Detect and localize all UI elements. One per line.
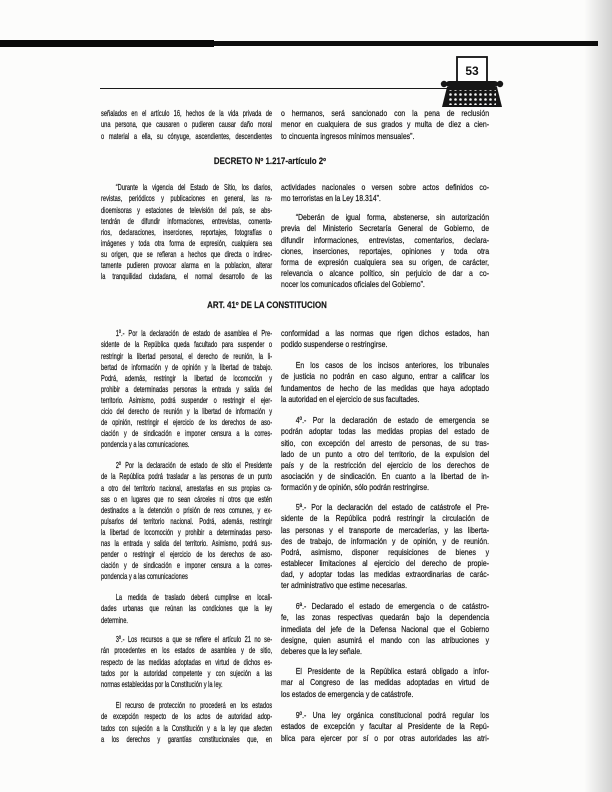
text-line: 2º Por la declaración de estado de sitio el Presidente — [115, 460, 273, 471]
text-line: “Durante la vigencia del Estado de Sitio, los diarios, — [115, 182, 273, 193]
text-line: fe, las zonas respectivas quedarán bajo la dependencia — [281, 612, 490, 623]
text-line: formación y de opinión, sólo podrán restringirse. — [281, 481, 430, 492]
text-line: rán procedentes en los estados de asamblea y de sitio, — [101, 645, 273, 656]
text-line: actividades nacionales o versen sobre actos definidos co- — [281, 182, 490, 193]
text-line: nas la entrada y salida del territorio. Asimismo, podrá sus- — [101, 538, 273, 549]
text-line: tendrán de difundir informaciones, entrevistas, comenta- — [101, 215, 273, 226]
text-line: podrán adoptar todas las medidas propias del estado de — [281, 426, 490, 437]
paragraph-decreto-left — [101, 182, 272, 282]
text-line: 5ª.- Por la declaración del estado de catástrofe el Pre- — [295, 502, 490, 513]
paragraph-art-4 — [281, 415, 489, 493]
text-line: podido suspenderse o restringirse. — [281, 339, 388, 350]
text-line: tados con sujeción a la Constitución y a la ley que afecten — [101, 722, 273, 733]
text-line: dad, y adoptar todas las medidas extraordinarias de carác- — [281, 568, 490, 579]
text-line: imágenes y toda otra forma de expresión, cualquiera sea — [101, 237, 273, 248]
text-line: pender o restringir el ejercicio de los derechos de aso- — [101, 549, 273, 560]
text-line: Podrá, además, restringir la libertad de locomoción y — [101, 372, 273, 383]
paragraph-decreto-right-1 — [281, 182, 489, 204]
text-line: prohibir a determinadas personas la entrada y salida del — [101, 383, 273, 394]
text-line: de justicia no podrán en caso alguno, entrar a calificar los — [281, 371, 490, 382]
text-line: cicio del derecho de reunión y la libertad de información y — [101, 406, 273, 417]
text-line: blica para ejercer por sí o por otras autoridades las atri- — [281, 732, 490, 743]
text-line: conformidad a las normas que rigen dichos estados, han — [281, 328, 490, 339]
paragraph-art-9 — [281, 710, 489, 743]
text-line: designe, quien asumirá el mando con las atribuciones y — [281, 634, 490, 645]
text-line: dioemisoras y estaciones de televisión del país, se abs- — [101, 204, 273, 215]
paragraph-art-presidente — [281, 666, 489, 699]
text-line: estados de excepción y facultar al Presidente de la Repú- — [281, 721, 490, 732]
text-line: destinados a la detención o prisión de reos comunes, y ex- — [101, 504, 273, 515]
text-line: 6ª.- Declarado el estado de emergencia o de catástro- — [295, 601, 490, 612]
text-line: 4º.- Por la declaración de estado de emergencia se — [295, 415, 490, 426]
text-line: En los casos de los incisos anteriores, los tribunales — [295, 360, 490, 371]
text-line: establecer limitaciones al ejercicio del derecho de propie- — [281, 557, 490, 568]
text-line: sidente de la República queda facultado para suspender o — [101, 339, 273, 350]
text-line: relevancia o alcance político, sin perjuicio de dar a co- — [281, 267, 490, 278]
text-line: determine. — [101, 614, 128, 625]
roller-knob-right — [497, 81, 503, 87]
text-line: normas establecidas por la Constitución y la ley. — [101, 678, 223, 689]
text-line: o material a ella, su cónyuge, ascendientes, descendientes — [101, 130, 273, 141]
text-line: lado de un punto a otro del territorio, de la expulsion del — [281, 448, 490, 459]
text-line: El Presidente de la República estará obligado a infor- — [295, 666, 490, 677]
text-line: menor en cualquiera de sus grados y multa de diez a cien- — [281, 119, 490, 130]
typewriter-icon — [438, 52, 506, 110]
text-line: previa del Ministerio Secretaría General de Gobierno, de — [281, 223, 490, 234]
text-line: difundir informaciones, entrevistas, comentarios, declara- — [281, 234, 490, 245]
paragraph-art-5 — [281, 502, 489, 591]
text-line: 9º.- Una ley orgánica constitucional podrá regular los — [295, 710, 490, 721]
text-line: mo terroristas en la Ley 18.314”. — [281, 193, 381, 204]
roller-knob-left — [441, 81, 447, 87]
paragraph-art-conformidad — [281, 328, 489, 350]
text-line: de excepción respecto de los actos de autoridad adop- — [101, 711, 273, 722]
paragraph-decreto-right-2 — [281, 212, 489, 290]
scan-top-edge-dark — [0, 40, 214, 47]
text-line: inmediata del jefe de la Defensa Nacional que el Gobierno — [281, 623, 490, 634]
text-line: Podrá, asimismo, disponer requisiciones de bienes y — [281, 546, 490, 557]
text-line: revistas, periódicos y publicaciones en general, las ra- — [101, 193, 273, 204]
text-line: 1º.- Por la declaración de estado de asamblea el Pre- — [115, 328, 273, 339]
text-line: las personas y el transporte de mercaderías, y las liberta- — [281, 524, 490, 535]
text-line: pondencia y a las comunicaciones. — [101, 439, 190, 450]
text-line: nocer los comunicados oficiales del Gobierno”. — [281, 278, 425, 289]
section-heading-articulo: ART. 41º DE LA CONSTITUCION — [207, 299, 327, 310]
text-line: la autoridad en el ejercicio de sus facultades. — [281, 393, 420, 404]
text-line: ciones, inserciones, reportajes, opiniones y toda otra — [281, 245, 490, 256]
text-line: El recurso de protección no procederá en los estados — [115, 700, 273, 711]
header-rule — [100, 88, 448, 89]
text-line: la tranquilidad ciudadana, el normal desarrollo de las — [101, 271, 273, 282]
paragraph-art-medida — [101, 592, 272, 625]
text-line: a otro del territorio nacional, arrestarlas en sus propias ca- — [101, 482, 273, 493]
paragraph-art-recurso — [101, 700, 272, 744]
text-line: 3º.- Los recursos a que se refiere el artículo 21 no se- — [115, 634, 273, 645]
text-line: a los derechos y garantías constitucionales que, en — [101, 733, 273, 744]
text-line: la libertad de locomoción y prohibir a determinadas perso- — [101, 526, 273, 537]
text-line: o hermanos, será sancionado con la pena de reclusión — [281, 108, 490, 119]
text-line: país y de la restricción del ejercicio de los derechos de — [281, 459, 490, 470]
text-line: tamente pudieren provocar alarma en la poblacion, alterar — [101, 260, 273, 271]
paragraph-art-casos — [281, 360, 489, 404]
text-line: mar al Congreso de las medidas adoptadas en virtud de — [281, 677, 490, 688]
text-line: los estados de emergencia y de catástrofe. — [281, 688, 414, 699]
text-line: deberes que la ley señale. — [281, 645, 362, 656]
paragraph-art-6 — [281, 601, 489, 656]
text-line: sitio, con excepción del arresto de personas, de su tras- — [281, 437, 490, 448]
paragraph-art-1 — [101, 328, 272, 450]
text-line: territorio. Asimismo, podrá suspender o restringir el ejer- — [101, 394, 273, 405]
typewriter-roller — [446, 81, 498, 87]
text-line: asociación y de sindicación. En cuanto a la libertad de in- — [281, 470, 490, 481]
page-number: 53 — [465, 64, 479, 78]
text-line: su origen, que se refieran a hechos que directa o indirec- — [101, 248, 273, 259]
text-line: sas o en lugares que no sean cárceles ni otros que estén — [101, 493, 273, 504]
text-line: bertad de información y de opinión y la libertad de trabajo. — [101, 361, 273, 372]
paragraph-continued-left — [101, 108, 272, 141]
text-line: tados por la autoridad competente y con sujeción a las — [101, 667, 273, 678]
text-line: rios, declaraciones, inserciones, reportajes, fotografías o — [101, 226, 273, 237]
text-line: des de trabajo, de información y de opinión, y de reunión. — [281, 535, 490, 546]
text-line: to cincuenta ingresos mínimos mensuales”. — [281, 130, 415, 141]
text-line: pulsarlos del territorio nacional. Podrá, además, restringir — [101, 515, 273, 526]
text-line: de la República podrá trasladar a las personas de un punto — [101, 471, 273, 482]
text-line: fundamentos de hecho de las medidas que haya adoptado — [281, 382, 490, 393]
text-line: sidente de la República podrá restringir la circulación de — [281, 513, 490, 524]
text-line: forma de expresión cualquiera sea su origen, de carácter, — [281, 256, 490, 267]
text-line: pondencia y a las comunicaciones — [101, 571, 188, 582]
text-line: ter administrativo que estime necesarias. — [281, 580, 408, 591]
text-line: restringir la libertad personal, el derecho de reunión, la li- — [101, 350, 273, 361]
paragraph-art-3 — [101, 634, 272, 689]
text-line: de opinión, restringir el ejercicio de los derechos de aso- — [101, 417, 273, 428]
text-line: “Deberán de igual forma, abstenerse, sin autorización — [295, 212, 490, 223]
section-heading-decreto: DECRETO Nº 1.217-artículo 2º — [213, 155, 327, 166]
paragraph-art-2 — [101, 460, 272, 582]
text-line: ciación y de sindicación e imponer censura a la corres- — [101, 560, 273, 571]
text-line: La medida de traslado deberá cumplirse en locali- — [115, 592, 273, 603]
typewriter-keys — [448, 90, 496, 105]
text-line: señalados en el artículo 16, hechos de la vida privada de — [101, 108, 273, 119]
page-edge-shadow — [584, 0, 612, 792]
text-line: una persona, que causaren o pudieren causar daño moral — [101, 119, 273, 130]
text-line: respecto de las medidas adoptadas en virtud de dichos es- — [101, 656, 273, 667]
text-line: dades urbanas que reúnan las condiciones que la ley — [101, 603, 273, 614]
paragraph-continued-right — [281, 108, 489, 141]
text-line: ciación y de sindicación e imponer censura a la corres- — [101, 428, 273, 439]
